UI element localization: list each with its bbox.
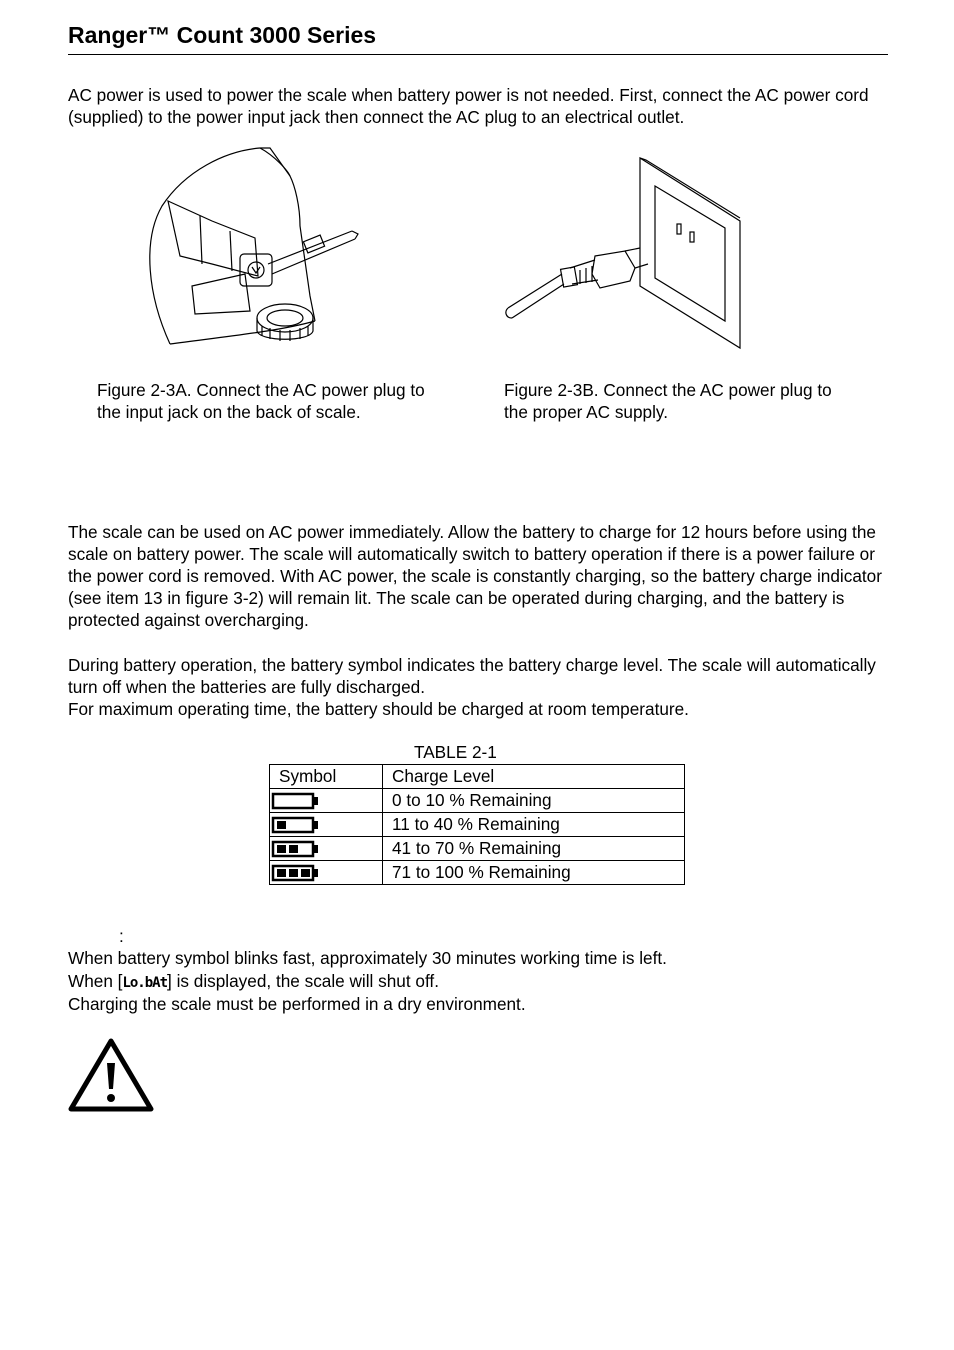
- figure-wall-outlet: [500, 156, 750, 351]
- charging-paragraph-2: During battery operation, the battery symbol indicates the battery charge level. The scale will automatically turn off when the batteries are fully discharged.: [68, 655, 876, 697]
- table-row: [270, 789, 685, 813]
- header-rule: [68, 54, 888, 55]
- table-row: [270, 837, 685, 861]
- battery-tip: [314, 845, 318, 853]
- table-title: TABLE 2-1: [414, 742, 497, 762]
- note-blink: When battery symbol blinks fast, approximately 30 minutes working time is left.: [68, 948, 667, 968]
- table-row: [270, 813, 685, 837]
- figure-scale-jack: [140, 146, 370, 351]
- note-dry: Charging the scale must be performed in a dry environment.: [68, 994, 526, 1014]
- note-colon: :: [119, 926, 124, 946]
- note-lobat-after: ] is displayed, the scale will shut off.: [167, 971, 439, 991]
- charging-paragraph-3: For maximum operating time, the battery should be charged at room temperature.: [68, 699, 689, 719]
- table-header-symbol: Symbol: [270, 765, 383, 789]
- battery-tip: [314, 821, 318, 829]
- charge-level: 41 to 70 % Remaining: [383, 837, 685, 861]
- battery-two-bars-icon: [270, 837, 383, 861]
- charge-level: 0 to 10 % Remaining: [383, 789, 685, 813]
- battery-full-icon: [270, 861, 383, 885]
- battery-outline: [273, 794, 313, 808]
- table-header-row: [270, 765, 685, 789]
- figure-a-caption: Figure 2-3A. Connect the AC power plug to the input jack on the back of scale.: [97, 380, 425, 422]
- note-lobat-before: When [: [68, 971, 123, 991]
- table-header-level: Charge Level: [383, 765, 685, 789]
- battery-bar: [277, 869, 286, 877]
- note-lobat: [68, 970, 888, 994]
- battery-bar: [277, 821, 286, 829]
- charge-level: 11 to 40 % Remaining: [383, 813, 685, 837]
- battery-bar: [289, 845, 298, 853]
- intro-paragraph: AC power is used to power the scale when battery power is not needed. First, connect the AC power cord (supplied) to the power input jack then connect the AC plug to an electrical outlet.: [68, 85, 869, 127]
- battery-tip: [314, 797, 318, 805]
- warning-triangle-icon: [67, 1037, 155, 1113]
- battery-one-bar-icon: [270, 813, 383, 837]
- battery-bar: [289, 869, 298, 877]
- battery-empty-icon: [270, 789, 383, 813]
- figure-b-caption: Figure 2-3B. Connect the AC power plug to the proper AC supply.: [504, 380, 832, 422]
- battery-tip: [314, 869, 318, 877]
- page-header-title: Ranger™ Count 3000 Series: [68, 22, 377, 48]
- battery-bar: [277, 845, 286, 853]
- charge-level: 71 to 100 % Remaining: [383, 861, 685, 885]
- battery-bar: [301, 869, 310, 877]
- lobat-display-code: Lo.bAt: [122, 975, 168, 991]
- table-row: [270, 861, 685, 885]
- battery-charge-table: [269, 764, 685, 885]
- charging-paragraph-1: The scale can be used on AC power immediately. Allow the battery to charge for 12 hours before using the scale on battery power. The scale will automatically switch to battery operation if there is a power failure or the power cord is removed. With AC power, the scale is constantly charging, so the battery charge indicator (see item 13 in figure 3-2) will remain lit. The scale can be operated during charging, and the battery is protected against overcharging.: [68, 522, 882, 630]
